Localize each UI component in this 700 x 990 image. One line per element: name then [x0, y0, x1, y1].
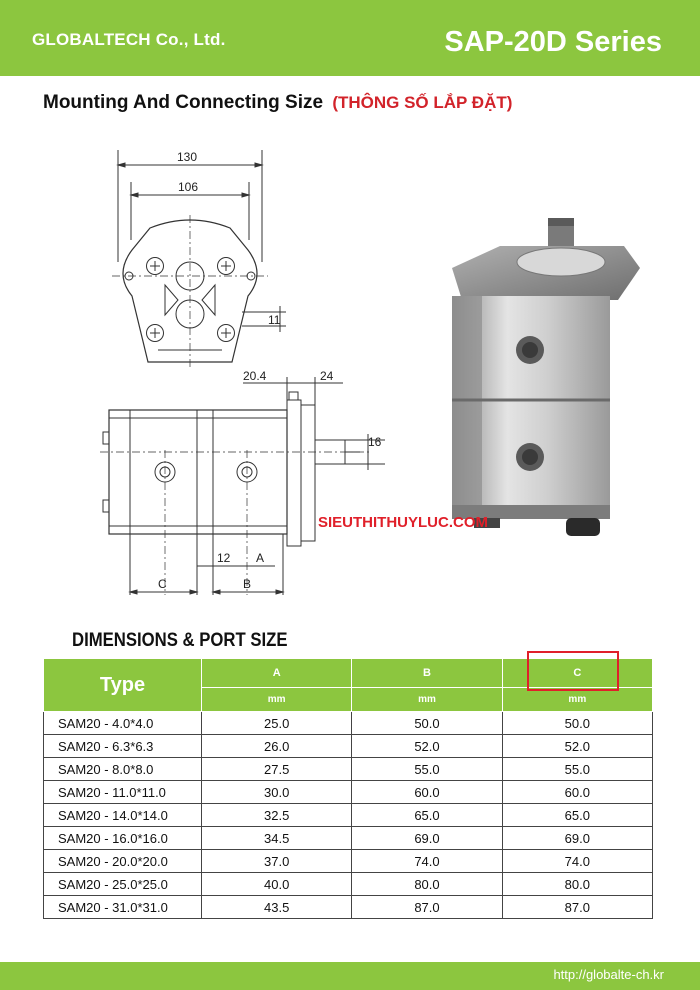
unit-a: mm — [202, 688, 352, 712]
dim-24-label: 24 — [320, 369, 334, 383]
company-name: GLOBALTECH Co., Ltd. — [32, 30, 226, 49]
table-row — [44, 804, 653, 827]
dim-b-label: B — [243, 577, 252, 591]
c-cell: 80.0 — [502, 873, 652, 896]
a-cell: 34.5 — [202, 827, 352, 850]
a-cell: 27.5 — [202, 758, 352, 781]
c-cell: 74.0 — [502, 850, 652, 873]
column-header-type: Type — [44, 659, 202, 712]
type-cell: SAM20 - 4.0*4.0 — [44, 712, 202, 735]
dim-16-label: 16 — [368, 435, 382, 449]
b-cell: 60.0 — [352, 781, 502, 804]
column-header-a: A — [202, 659, 352, 688]
a-cell: 32.5 — [202, 804, 352, 827]
b-cell: 74.0 — [352, 850, 502, 873]
b-cell: 50.0 — [352, 712, 502, 735]
type-cell: SAM20 - 14.0*14.0 — [44, 804, 202, 827]
table-row — [44, 781, 653, 804]
table-row — [44, 758, 653, 781]
unit-c: mm — [502, 688, 652, 712]
header-bar — [0, 0, 700, 76]
dim-20-4-label: 20.4 — [243, 369, 267, 383]
table-row — [44, 850, 653, 873]
table-row — [44, 735, 653, 758]
dim-12-label: 12 — [217, 551, 231, 565]
type-cell: SAM20 - 31.0*31.0 — [44, 896, 202, 919]
section-title — [43, 92, 512, 114]
b-cell: 87.0 — [352, 896, 502, 919]
b-cell: 55.0 — [352, 758, 502, 781]
type-cell: SAM20 - 8.0*8.0 — [44, 758, 202, 781]
footer-url: http://globalte-ch.kr — [553, 967, 664, 982]
a-cell: 37.0 — [202, 850, 352, 873]
dimensions-title: DIMENSIONS & PORT SIZE — [72, 630, 288, 651]
c-cell: 60.0 — [502, 781, 652, 804]
pump-photo — [452, 218, 640, 536]
dimensions-table — [43, 658, 653, 919]
c-cell: 50.0 — [502, 712, 652, 735]
section-title-en: Mounting And Connecting Size — [43, 92, 324, 113]
technical-drawing — [0, 120, 700, 630]
a-cell: 30.0 — [202, 781, 352, 804]
dim-c-label: C — [158, 577, 167, 591]
table-row — [44, 873, 653, 896]
type-cell: SAM20 - 11.0*11.0 — [44, 781, 202, 804]
dim-11-label: 11 — [268, 313, 281, 327]
series-title: SAP-20D Series — [444, 26, 662, 58]
dim-130-label: 130 — [177, 150, 198, 164]
a-cell: 25.0 — [202, 712, 352, 735]
type-cell: SAM20 - 16.0*16.0 — [44, 827, 202, 850]
front-view — [112, 150, 286, 368]
type-cell: SAM20 - 20.0*20.0 — [44, 850, 202, 873]
side-view — [100, 377, 385, 595]
b-cell: 52.0 — [352, 735, 502, 758]
table-row — [44, 712, 653, 735]
section-title-vn: (THÔNG SỐ LẮP ĐẶT) — [332, 93, 513, 112]
unit-b: mm — [352, 688, 502, 712]
side-view-labels — [158, 369, 382, 591]
column-header-b: B — [352, 659, 502, 688]
dim-106-label: 106 — [178, 180, 199, 194]
a-cell: 43.5 — [202, 896, 352, 919]
type-cell: SAM20 - 25.0*25.0 — [44, 873, 202, 896]
type-cell: SAM20 - 6.3*6.3 — [44, 735, 202, 758]
b-cell: 80.0 — [352, 873, 502, 896]
highlight-box — [527, 651, 619, 691]
b-cell: 65.0 — [352, 804, 502, 827]
table-row — [44, 827, 653, 850]
c-cell: 69.0 — [502, 827, 652, 850]
table-row — [44, 896, 653, 919]
a-cell: 26.0 — [202, 735, 352, 758]
footer-bar — [0, 962, 700, 990]
c-cell: 65.0 — [502, 804, 652, 827]
dim-a-label: A — [256, 551, 265, 565]
c-cell: 55.0 — [502, 758, 652, 781]
watermark: SIEUTHITHUYLUC.COM — [318, 514, 488, 531]
c-cell: 52.0 — [502, 735, 652, 758]
a-cell: 40.0 — [202, 873, 352, 896]
column-header-c: C — [502, 659, 652, 688]
c-cell: 87.0 — [502, 896, 652, 919]
b-cell: 69.0 — [352, 827, 502, 850]
